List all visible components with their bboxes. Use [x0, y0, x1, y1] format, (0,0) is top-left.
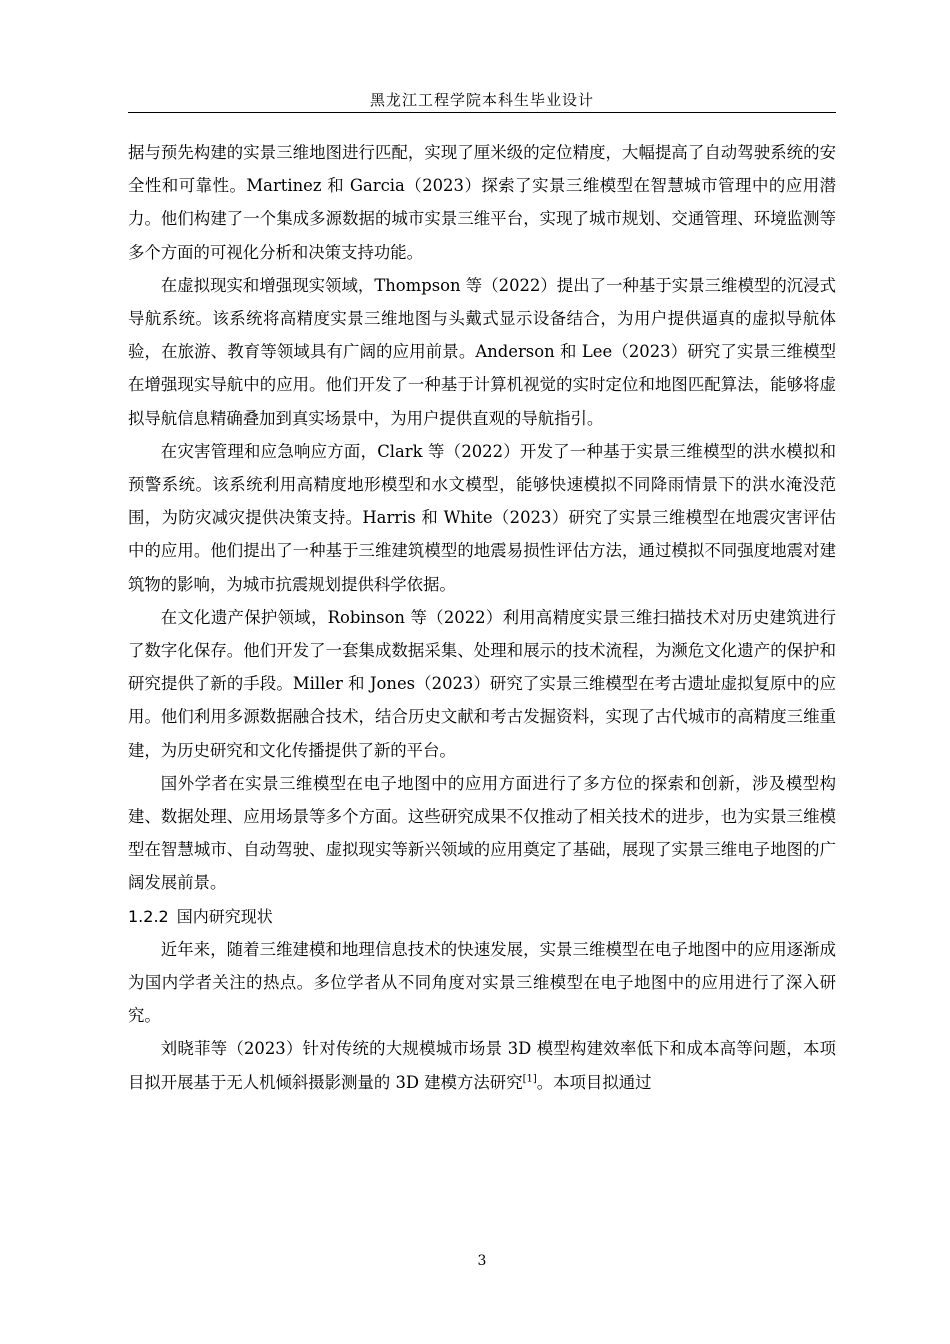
running-header: 黑龙江工程学院本科生毕业设计: [369, 91, 594, 109]
paragraph-vr-ar: 在虚拟现实和增强现实领域，Thompson 等（2022）提出了一种基于实景三维模型的沉浸式导航系统。该系统将高精度实景三维地图与头戴式显示设备结合，为用户提供逼真的虚拟导航体验，在旅游、教育等领域具有广阔的应用前景。Anderson 和 Lee（2023）研究了实景三维模型在增强现实导航中的应用。他们开发了一种基于计算机视觉的实时定位和地图匹配算法，能够将虚拟导航信息精确叠加到真实场景中，为用户提供直观的导航指引。: [128, 275, 836, 428]
paragraph-domestic-intro: 近年来，随着三维建模和地理信息技术的快速发展，实景三维模型在电子地图中的应用逐渐成为国内学者关注的热点。多位学者从不同角度对实景三维模型在电子地图中的应用进行了深入研究。: [128, 939, 836, 1026]
section-heading: [128, 900, 836, 933]
citation-reference[interactable]: [1]: [522, 1073, 537, 1085]
paragraph-cultural-heritage: 在文化遗产保护领域，Robinson 等（2022）利用高精度实景三维扫描技术对历史建筑进行了数字化保存。他们开发了一套集成数据采集、处理和展示的技术流程，为濒危文化遗产的保护和研究提供了新的手段。Miller 和 Jones（2023）研究了实景三维模型在考古遗址虚拟复原中的应用。他们利用多源数据融合技术，结合历史文献和考古发掘资料，实现了古代城市的高精度三维重建，为历史研究和文化传播提供了新的平台。: [128, 607, 836, 760]
body-text: [128, 136, 836, 1099]
section-title: 国内研究现状: [176, 906, 273, 926]
header-divider: [128, 112, 836, 113]
page-number: 3: [477, 1253, 487, 1269]
paragraph-disaster-management: 在灾害管理和应急响应方面，Clark 等（2022）开发了一种基于实景三维模型的洪水模拟和预警系统。该系统利用高精度地形模型和水文模型，能够快速模拟不同降雨情景下的洪水淹没范围，为防灾减灾提供决策支持。Harris 和 White（2023）研究了实景三维模型在地震灾害评估中的应用。他们提出了一种基于三维建筑模型的地震易损性评估方法，通过模拟不同强度地震对建筑物的影响，为城市抗震规划提供科学依据。: [128, 441, 836, 594]
paragraph-continued: 据与预先构建的实景三维地图进行匹配，实现了厘米级的定位精度，大幅提高了自动驾驶系统的安全性和可靠性。Martinez 和 Garcia（2023）探索了实景三维模型在智慧城市管理中的应用潜力。他们构建了一个集成多源数据的城市实景三维平台，实现了城市规划、交通管理、环境监测等多个方面的可视化分析和决策支持功能。: [128, 143, 836, 262]
section-number: 1.2.2: [128, 906, 169, 926]
paragraph-text: 刘晓菲等（2023）针对传统的大规模城市场景 3D 模型构建效率低下和成本高等问题，本项目拟开展基于无人机倾斜摄影测量的 3D 建模方法研究: [128, 1039, 836, 1092]
paragraph-text-continued: 。本项目拟通过: [536, 1072, 652, 1092]
paragraph-liu-xiaofei: [128, 1032, 836, 1098]
paragraph-foreign-summary: 国外学者在实景三维模型在电子地图中的应用方面进行了多方位的探索和创新，涉及模型构建、数据处理、应用场景等多个方面。这些研究成果不仅推动了相关技术的进步，也为实景三维模型在智慧城市、自动驾驶、虚拟现实等新兴领域的应用奠定了基础，展现了实景三维电子地图的广阔发展前景。: [128, 773, 836, 893]
